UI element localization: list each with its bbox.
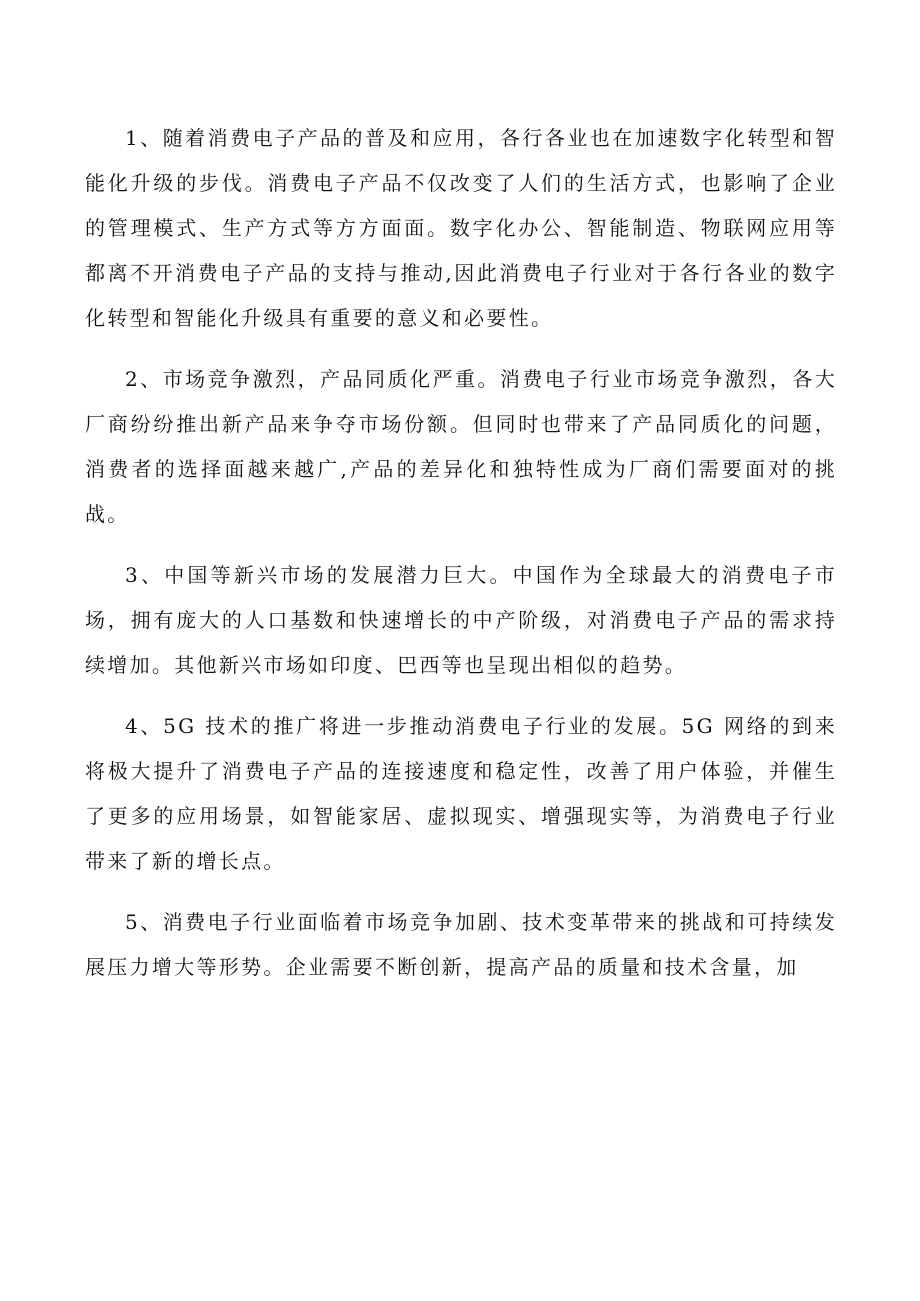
paragraph-2: 2、市场竞争激烈，产品同质化严重。消费电子行业市场竞争激烈，各大厂商纷纷推出新产品来争夺市场份额。但同时也带来了产品同质化的问题，消费者的选择面越来越广,产品的差异化和独特性成为厂商们需要面对的挑战。 (85, 367, 837, 526)
paragraph-5: 5、消费电子行业面临着市场竞争加剧、技术变革带来的挑战和可持续发展压力增大等形势。企业需要不断创新，提高产品的质量和技术含量，加 (85, 910, 837, 979)
paragraph-1: 1、随着消费电子产品的普及和应用，各行各业也在加速数字化转型和智能化升级的步伐。消费电子产品不仅改变了人们的生活方式，也影响了企业的管理模式、生产方式等方方面面。数字化办公、智能制造、物联网应用等都离不开消费电子产品的支持与推动,因此消费电子行业对于各行各业的数字化转型和智能化升级具有重要的意义和必要性。 (85, 126, 837, 330)
paragraph-4: 4、5G 技术的推广将进一步推动消费电子行业的发展。5G 网络的到来将极大提升了消费电子产品的连接速度和稳定性，改善了用户体验，并催生了更多的应用场景，如智能家居、虚拟现实、增强现实等，为消费电子行业带来了新的增长点。 (85, 714, 837, 873)
document-body (85, 116, 837, 1006)
paragraph-3: 3、中国等新兴市场的发展潜力巨大。中国作为全球最大的消费电子市场，拥有庞大的人口基数和快速增长的中产阶级，对消费电子产品的需求持续增加。其他新兴市场如印度、巴西等也呈现出相似的趋势。 (85, 563, 837, 677)
